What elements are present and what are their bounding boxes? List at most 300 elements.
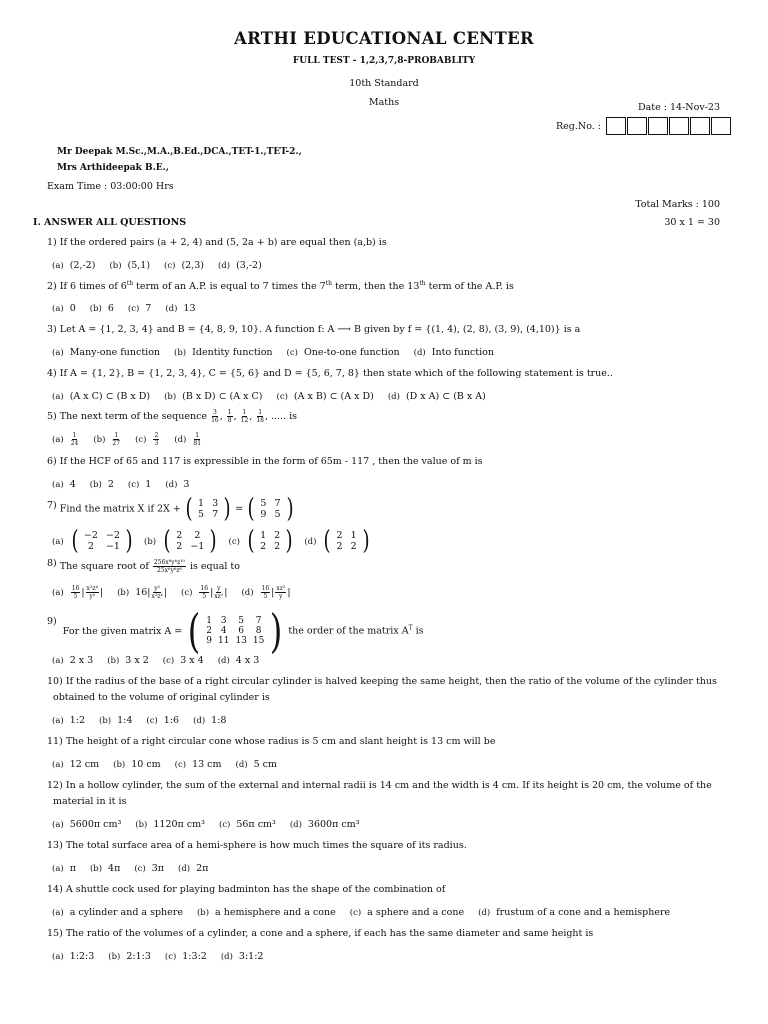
option-label: (b) xyxy=(89,864,103,874)
option-c xyxy=(164,260,204,271)
exam-date: Date : 14-Nov-23 xyxy=(638,102,720,113)
question-10-cont: obtained to the volume of original cylinder is xyxy=(53,692,270,703)
option-label: (d) xyxy=(220,952,233,962)
option-text: 6 xyxy=(107,303,114,314)
option-text: (B x D) ⊂ (A x C) xyxy=(182,391,263,402)
numerator: 1 xyxy=(227,409,232,416)
option-a xyxy=(52,907,183,918)
option-d xyxy=(165,303,195,314)
option-a xyxy=(52,655,93,666)
option-text: Identity function xyxy=(192,347,273,358)
q8-options xyxy=(52,585,305,600)
question-15: 15) The ratio of the volumes of a cylinder, a cone and a sphere, if each has the same diameter and same height is xyxy=(47,928,594,939)
reg-no-label: Reg.No. : xyxy=(556,120,601,132)
test-name: FULL TEST - 1,2,3,7,8-PROBABLITY xyxy=(292,56,476,66)
option-label: (a) xyxy=(52,908,64,918)
option-c xyxy=(128,303,151,314)
option-label: (b) xyxy=(117,588,130,598)
matrix-bracket-right: ) xyxy=(285,526,293,556)
numerator: 1 xyxy=(114,432,119,439)
option-text: 10 cm xyxy=(131,759,161,770)
matrix-cell: 5 xyxy=(260,498,267,509)
option-a xyxy=(52,819,121,830)
option-label: (c) xyxy=(174,760,187,770)
denominator: 5 xyxy=(73,593,78,600)
matrix-bracket-left: ( xyxy=(163,526,171,556)
fraction xyxy=(211,409,219,424)
denominator: y xyxy=(279,593,283,600)
option-text: 3π xyxy=(151,863,165,874)
matrix-cell: 8 xyxy=(255,626,262,636)
question-14: 14) A shuttle cock used for playing badminton has the shape of the combination of xyxy=(47,884,446,895)
matrix-body xyxy=(172,530,208,552)
option-b xyxy=(174,347,272,358)
option-d xyxy=(193,715,226,726)
option-label: (c) xyxy=(134,864,146,874)
matrix-cell: 5 xyxy=(238,616,245,626)
q8-expression: $\frac{\text{256x⁸y⁴z¹⁰}}{\text{25x⁶y⁶z⁶}}$ xyxy=(153,559,185,574)
coefficient: 16 xyxy=(135,587,148,598)
option-text: 5600π cm³ xyxy=(69,819,122,830)
option-text: 13 xyxy=(183,303,196,314)
option-text: Into function xyxy=(431,347,494,358)
option-d xyxy=(304,526,370,556)
numerator: 1 xyxy=(258,409,263,416)
matrix-body xyxy=(194,498,222,520)
matrix-cell: 13 xyxy=(235,636,247,646)
option-d xyxy=(414,347,494,358)
option-c xyxy=(134,863,164,874)
matrix-body xyxy=(256,530,284,552)
teacher-1: Mr Deepak M.Sc.,M.A.,B.Ed.,DCA.,TET-1.,TET-2., xyxy=(57,147,302,157)
option-text: 2 x 3 xyxy=(69,655,94,666)
q6-options xyxy=(52,479,203,490)
option-label: (a) xyxy=(52,656,64,666)
fraction xyxy=(261,585,271,600)
option-c xyxy=(146,715,179,726)
option-text: (A x C) ⊂ (B x D) xyxy=(69,391,151,402)
option-label: (a) xyxy=(52,864,64,874)
option-d xyxy=(221,951,264,962)
denominator: 24 xyxy=(70,440,79,447)
denominator: 12 xyxy=(240,417,249,424)
option-label: (d) xyxy=(174,435,187,445)
option-label: (d) xyxy=(165,480,178,490)
option-label: (c) xyxy=(162,656,175,666)
matrix-body xyxy=(80,530,124,552)
option-b xyxy=(164,391,262,402)
denominator: 27 xyxy=(112,440,121,447)
option-label: (b) xyxy=(89,480,102,490)
option-a xyxy=(52,715,85,726)
option-text: Many-one function xyxy=(69,347,161,358)
q7-options xyxy=(52,528,381,554)
matrix-cell: 2 xyxy=(206,626,212,636)
option-label: (a) xyxy=(52,435,64,445)
q5-sequence: $\frac{3}{16}$ , $\frac{1}{8}$ , $\frac{1}{12}$ , $\frac{1}{18}$ xyxy=(211,409,264,424)
question-10: 10) If the radius of the base of a right circular cylinder is halved keeping the same height, then the ratio of the volume of the cylinder thus xyxy=(47,676,717,687)
option-text: π xyxy=(69,863,76,874)
matrix-cell: 2 xyxy=(194,530,201,541)
fraction xyxy=(71,432,79,447)
option-a xyxy=(52,347,160,358)
section-title: I. ANSWER ALL QUESTIONS xyxy=(33,217,187,228)
teacher-2: Mrs Arthideepak B.E., xyxy=(57,163,169,173)
option-b xyxy=(117,587,167,598)
question-2: 2) If 6 times of 6th term of an A.P. is equal to 7 times the 7th term, then the 13th term of the A.P. is xyxy=(47,280,514,293)
question-13: 13) The total surface area of a hemi-sphere is how much times the square of its radius. xyxy=(47,840,467,851)
matrix-cell: 2 xyxy=(274,530,281,541)
matrix-body xyxy=(256,498,284,520)
option-text: 13 cm xyxy=(192,759,222,770)
option-label: (c) xyxy=(127,304,140,314)
section-marks: 30 x 1 = 30 xyxy=(664,217,720,228)
abs-bar: | xyxy=(287,587,291,598)
option-b xyxy=(90,479,114,490)
matrix-cell: 1 xyxy=(350,530,357,541)
fraction xyxy=(275,585,286,600)
option-text: 3600π cm³ xyxy=(307,819,360,830)
numerator: y xyxy=(217,585,221,592)
option-label: (a) xyxy=(52,392,64,402)
matrix-cell: 4 xyxy=(220,626,227,636)
option-label: (d) xyxy=(178,864,191,874)
option-label: (a) xyxy=(52,588,64,598)
option-label: (a) xyxy=(52,820,64,830)
option-d xyxy=(388,391,486,402)
option-text: 1:2:3 xyxy=(69,951,95,962)
numerator: 1 xyxy=(242,409,247,416)
exam-time: Exam Time : 03:00:00 Hrs xyxy=(47,181,174,192)
option-text: 3 x 2 xyxy=(125,655,149,666)
matrix-bracket-right: ) xyxy=(125,526,133,556)
option-matrix xyxy=(162,528,218,554)
option-label: (b) xyxy=(89,304,102,314)
option-text: 2:1:3 xyxy=(126,951,151,962)
matrix-cell: 9 xyxy=(260,509,267,520)
matrix-bracket-left: ( xyxy=(247,494,255,524)
fraction xyxy=(241,409,249,424)
option-text: 56π cm³ xyxy=(236,819,276,830)
option-d xyxy=(174,434,202,445)
abs-bar: | xyxy=(163,587,168,598)
numerator: y² xyxy=(154,585,161,592)
option-a xyxy=(52,863,76,874)
matrix-bracket-right: ) xyxy=(209,526,217,556)
q7-matrix-result xyxy=(246,496,294,522)
fraction xyxy=(256,409,264,424)
denominator: 81 xyxy=(193,440,202,447)
fraction xyxy=(227,409,233,424)
option-text: 1120π cm³ xyxy=(153,819,205,830)
option-text: 12 cm xyxy=(69,759,100,770)
matrix-cell: 3 xyxy=(212,498,219,509)
question-12: 12) In a hollow cylinder, the sum of the external and internal radii is 14 cm and the width is 4 cm. If its height is 20 cm, the volume of the xyxy=(47,780,712,791)
matrix-cell: 2 xyxy=(260,541,267,552)
matrix-cell: 2 xyxy=(336,530,343,541)
matrix-cell: −1 xyxy=(105,541,120,552)
option-text: 3:1:2 xyxy=(238,951,264,962)
q10-options xyxy=(52,715,240,726)
fraction xyxy=(214,585,223,600)
option-b xyxy=(93,434,121,445)
option-label: (d) xyxy=(193,716,206,726)
matrix-cell: 2 xyxy=(274,541,281,552)
option-text: 3 x 4 xyxy=(180,655,204,666)
option-label: (b) xyxy=(144,536,157,547)
option-d xyxy=(290,819,360,830)
abs-bar: | xyxy=(210,587,214,598)
option-b xyxy=(107,655,149,666)
q3-options xyxy=(52,347,508,358)
question-9: 9) For the given matrix A = ( 1 3 5 7 2 4 6 8 9 11 13 15 ) the order of the matrix $A^T$ is xyxy=(47,604,424,658)
option-text: 1:4 xyxy=(117,715,133,726)
option-label: (d) xyxy=(217,261,231,271)
option-label: (d) xyxy=(413,348,426,358)
question-5: 5) The next term of the sequence $\frac{3}{16}$ , $\frac{1}{8}$ , $\frac{1}{12}$ , $\frac{1}{18}$ , ..... is xyxy=(47,409,298,424)
option-c xyxy=(175,759,222,770)
option-label: (d) xyxy=(217,656,230,666)
matrix-cell: 11 xyxy=(217,636,230,646)
q5-options xyxy=(52,432,216,447)
option-label: (a) xyxy=(52,760,64,770)
question-6: 6) If the HCF of 65 and 117 is expressible in the form of 65m - 117 , then the value of m is xyxy=(47,456,483,467)
option-text: a cylinder and a sphere xyxy=(69,907,183,918)
option-label: (c) xyxy=(218,820,231,830)
option-text: 2 xyxy=(107,479,114,490)
q9-options xyxy=(52,655,273,666)
question-11: 11) The height of a right circular cone whose radius is 5 cm and slant height is 13 cm will be xyxy=(47,736,496,747)
option-label: (c) xyxy=(276,392,288,402)
center-title: ARTHI EDUCATIONAL CENTER xyxy=(233,29,535,48)
standard: 10th Standard xyxy=(349,78,419,89)
option-label: (b) xyxy=(113,760,126,770)
option-label: (b) xyxy=(108,952,121,962)
denominator: 18 xyxy=(256,417,264,424)
option-c xyxy=(277,391,374,402)
option-label: (d) xyxy=(235,760,248,770)
matrix-bracket-right: ) xyxy=(270,604,283,658)
option-label: (c) xyxy=(127,480,140,490)
option-label: (c) xyxy=(164,952,177,962)
matrix-cell: 7 xyxy=(212,509,219,520)
q9-matrix xyxy=(185,604,285,658)
total-marks: Total Marks : 100 xyxy=(635,199,720,210)
option-text: 1 xyxy=(145,479,152,490)
question-7: 7) Find the matrix X if 2X + ( 1 3 5 7 ) = ( 5 7 9 5 ) xyxy=(47,494,294,524)
fraction xyxy=(151,585,162,600)
option-label: (a) xyxy=(52,536,64,547)
matrix-cell: 3 xyxy=(220,616,227,626)
option-text: a hemisphere and a cone xyxy=(215,907,336,918)
q1-options xyxy=(52,260,276,271)
option-label: (d) xyxy=(304,536,317,547)
option-matrix xyxy=(322,528,370,554)
matrix-body xyxy=(333,530,361,552)
option-d xyxy=(218,655,260,666)
option-label: (b) xyxy=(107,656,120,666)
q14-options xyxy=(52,907,684,918)
matrix-cell: 2 xyxy=(87,541,94,552)
option-label: (a) xyxy=(52,480,64,490)
option-c xyxy=(350,907,464,918)
option-text: a sphere and a cone xyxy=(367,907,465,918)
q2-options xyxy=(52,303,210,314)
option-text: (2,-2) xyxy=(69,260,96,271)
subject: Maths xyxy=(368,97,400,108)
option-label: (c) xyxy=(181,588,193,598)
numerator: 16 xyxy=(261,585,270,592)
numerator: 2 xyxy=(154,432,159,439)
denominator: x²z⁴ xyxy=(151,593,163,600)
option-c xyxy=(287,347,400,358)
matrix-bracket-left: ( xyxy=(247,526,255,556)
abs-bar: | xyxy=(224,587,228,598)
option-text: 0 xyxy=(69,303,76,314)
numerator: 1 xyxy=(72,432,77,439)
q11-options xyxy=(52,759,291,770)
fraction xyxy=(112,432,120,447)
option-d xyxy=(218,260,262,271)
numerator: 16 xyxy=(200,585,209,592)
fraction xyxy=(86,585,99,600)
option-text: (5,1) xyxy=(127,260,151,271)
option-c xyxy=(128,479,151,490)
option-label: (a) xyxy=(52,304,64,314)
option-text: frustum of a cone and a hemisphere xyxy=(496,907,671,918)
abs-bar: | xyxy=(81,587,85,598)
matrix-cell: 1 xyxy=(206,616,212,626)
option-c xyxy=(163,655,204,666)
option-b xyxy=(90,303,114,314)
option-label: (c) xyxy=(164,261,176,271)
option-label: (b) xyxy=(196,908,210,918)
option-d xyxy=(178,863,208,874)
option-b xyxy=(109,260,150,271)
option-label: (b) xyxy=(135,820,148,830)
matrix-cell: 2 xyxy=(176,530,183,541)
fraction xyxy=(193,432,201,447)
option-a xyxy=(52,260,95,271)
matrix-bracket-right: ) xyxy=(362,526,370,556)
denominator: 5 xyxy=(263,593,268,600)
option-matrix xyxy=(246,528,294,554)
matrix-bracket-left: ( xyxy=(323,526,332,556)
option-label: (d) xyxy=(387,392,400,402)
matrix-cell: 7 xyxy=(255,616,262,626)
option-a xyxy=(52,434,79,445)
option-b xyxy=(197,907,336,918)
matrix-cell: 5 xyxy=(198,509,205,520)
option-text: 7 xyxy=(145,303,152,314)
matrix-cell: 2 xyxy=(336,541,343,552)
option-label: (b) xyxy=(99,716,112,726)
question-8: 8) The square root of $\frac{\text{256x⁸y⁴z¹⁰}}{\text{25x⁶y⁶z⁶}}$ is equal to xyxy=(47,558,240,574)
option-text: One-to-one function xyxy=(303,347,400,358)
matrix-bracket-right: ) xyxy=(286,494,294,524)
option-label: (a) xyxy=(52,952,64,962)
denominator: 8 xyxy=(227,417,232,424)
matrix-cell: −1 xyxy=(190,541,205,552)
matrix-cell: 6 xyxy=(238,626,245,636)
option-label: (d) xyxy=(289,820,302,830)
option-b xyxy=(113,759,161,770)
matrix-cell: 2 xyxy=(176,541,183,552)
option-text: (2,3) xyxy=(181,260,204,271)
option-text: 4 xyxy=(69,479,76,490)
matrix-bracket-left: ( xyxy=(185,494,193,524)
option-label: (a) xyxy=(52,348,64,358)
option-c xyxy=(219,819,276,830)
option-d xyxy=(478,907,670,918)
matrix-cell: 5 xyxy=(274,509,281,520)
option-b xyxy=(108,951,151,962)
option-d xyxy=(241,587,290,598)
matrix-cell: 9 xyxy=(206,636,212,646)
option-text: 1:6 xyxy=(163,715,180,726)
option-label: (c) xyxy=(135,435,147,445)
denominator: 3 xyxy=(154,440,159,447)
option-label: (b) xyxy=(93,435,106,445)
matrix-bracket-right: ) xyxy=(223,494,231,524)
denominator: 5 xyxy=(202,593,207,600)
option-text: 4 x 3 xyxy=(235,655,260,666)
option-text: (3,-2) xyxy=(236,260,262,271)
option-c xyxy=(228,526,295,556)
fraction xyxy=(153,432,159,447)
q7-matrix-given xyxy=(184,496,232,522)
matrix-bracket-left: ( xyxy=(187,604,201,658)
option-matrix xyxy=(70,528,134,554)
option-label: (c) xyxy=(228,536,240,547)
option-label: (d) xyxy=(478,908,491,918)
option-a xyxy=(52,526,134,556)
q13-options xyxy=(52,863,222,874)
fraction xyxy=(199,585,209,600)
matrix-bracket-left: ( xyxy=(71,526,79,556)
option-label: (c) xyxy=(146,716,158,726)
option-text: 1:8 xyxy=(211,715,227,726)
option-b xyxy=(90,863,120,874)
numerator: xz² xyxy=(276,585,286,592)
option-b xyxy=(99,715,132,726)
option-label: (d) xyxy=(241,588,254,598)
option-text: 2π xyxy=(196,863,209,874)
option-label: (d) xyxy=(165,304,178,314)
question-3: 3) Let A = {1, 2, 3, 4} and B = {4, 8, 9, 10}. A function f: A ⟶ B given by f = {(1, 4), (2, 8), (3, 9), (4,10)} is a xyxy=(47,324,581,335)
option-label: (c) xyxy=(286,348,298,358)
option-text: 3 xyxy=(183,479,190,490)
option-c xyxy=(181,587,227,598)
option-d xyxy=(236,759,277,770)
matrix-cell: −2 xyxy=(83,530,98,541)
denominator: xz² xyxy=(214,593,224,600)
abs-bar: | xyxy=(99,587,104,598)
option-label: (a) xyxy=(52,716,64,726)
option-text: (D x A) ⊂ (B x A) xyxy=(405,391,486,402)
question-4: 4) If A = {1, 2}, B = {1, 2, 3, 4}, C = {5, 6} and D = {5, 6, 7, 8} then state which of the following statement is true.. xyxy=(47,368,613,379)
option-a xyxy=(52,759,99,770)
question-1: 1) If the ordered pairs (a + 2, 4) and (5, 2a + b) are equal then (a,b) is xyxy=(47,237,387,248)
numerator: 3 xyxy=(212,409,217,416)
denominator: 16 xyxy=(211,417,219,424)
q15-options xyxy=(52,951,277,962)
reg-no-boxes[interactable] xyxy=(605,117,731,135)
reg-no xyxy=(556,117,731,135)
option-label: (b) xyxy=(109,261,122,271)
option-text: 4π xyxy=(108,863,121,874)
option-a xyxy=(52,391,150,402)
